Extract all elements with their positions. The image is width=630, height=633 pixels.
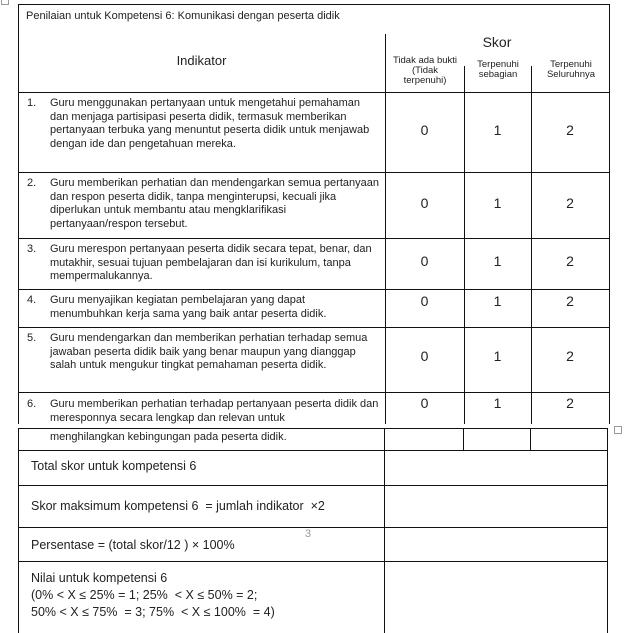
- indicator-text-continued: menghilangkan kebingungan pada peserta didik.: [50, 431, 287, 443]
- score-1: 1: [493, 293, 502, 309]
- score-2: 2: [566, 348, 574, 364]
- score-0: 0: [420, 122, 429, 138]
- summary-table: [18, 428, 608, 633]
- score-1: 1: [493, 122, 502, 138]
- score-0: 0: [420, 195, 429, 211]
- row-number: 6.: [27, 398, 37, 410]
- score-2: 2: [566, 195, 574, 211]
- table-title: Penilaian untuk Kompetensi 6: Komunikasi dengan peserta didik: [26, 10, 340, 22]
- row-number: 5.: [27, 332, 37, 344]
- table-row: [18, 173, 610, 238]
- max-score-label: Skor maksimum kompetensi 6 = jumlah indikator ×2: [31, 499, 325, 513]
- score-2: 2: [566, 293, 574, 309]
- table-move-handle[interactable]: [1, 0, 9, 5]
- indicator-text: Guru mendengarkan dan memberikan perhatian terhadap semua jawaban peserta didik baik yang benar maupun yang dianggap salah untuk mengukur tingkat pemahaman peserta didik.: [50, 332, 368, 371]
- score-1: 1: [493, 348, 502, 364]
- table-row: [18, 393, 610, 424]
- indicator-table: [18, 4, 610, 424]
- row-number: 2.: [27, 177, 37, 189]
- col-header-terpenuhi-seluruhnya: Terpenuhi Seluruhnya: [546, 59, 596, 80]
- page-number: 3: [305, 528, 312, 540]
- col-header-tidak-terpenuhi: Tidak ada bukti (Tidak terpenuhi): [392, 55, 458, 86]
- indicator-text: Guru merespon pertanyaan peserta didik secara tepat, benar, dan mutakhir, sesuai tujuan pembelajaran dan isi kurikulum, tanpa mempermalukannya.: [50, 243, 372, 282]
- score-1: 1: [493, 195, 502, 211]
- indicator-text: Guru menyajikan kegiatan pembelajaran yang dapat menumbuhkan kerja sama yang baik antar peserta didik.: [50, 294, 327, 320]
- score-2: 2: [566, 395, 574, 411]
- score-0: 0: [420, 293, 429, 309]
- score-2: 2: [566, 122, 574, 138]
- table-row: [18, 93, 610, 172]
- col-header-terpenuhi-sebagian: Terpenuhi sebagian: [477, 59, 519, 80]
- score-0: 0: [420, 395, 429, 411]
- table-resize-handle[interactable]: [614, 426, 622, 434]
- indicator-text: Guru memberikan perhatian dan mendengarkan semua pertanyaan dan respon peserta didik, tanpa menginterupsi, kecuali jika diperlukan untuk membantu atau mengklarifikasi pertanyaan/respon tersebut.: [50, 177, 379, 230]
- skor-header: Skor: [482, 34, 512, 50]
- table-row: [18, 328, 610, 392]
- row-number: 4.: [27, 294, 37, 306]
- grade-range-line-2: 50% < X ≤ 75% = 3; 75% < X ≤ 100% = 4): [31, 605, 275, 619]
- grade-range-line-1: (0% < X ≤ 25% = 1; 25% < X ≤ 50% = 2;: [31, 588, 258, 602]
- score-1: 1: [493, 253, 502, 269]
- table-row: [18, 290, 610, 327]
- total-score-label: Total skor untuk kompetensi 6: [31, 459, 197, 473]
- percentage-label: Persentase = (total skor/12 ) × 100%: [31, 538, 235, 552]
- indikator-header: Indikator: [176, 53, 227, 68]
- row-number: 1.: [27, 97, 37, 109]
- table-row: [18, 239, 610, 289]
- indicator-text: Guru menggunakan pertanyaan untuk mengetahui pemahaman dan menjaga partisipasi peserta didik, termasuk memberikan pertanyaan terbuka yang menuntut peserta didik untuk menjawab dengan ide dan pengetahuan mereka.: [50, 97, 370, 150]
- score-1: 1: [493, 395, 502, 411]
- row-number: 3.: [27, 243, 37, 255]
- score-2: 2: [566, 253, 574, 269]
- score-0: 0: [420, 253, 429, 269]
- indicator-text: Guru memberikan perhatian terhadap pertanyaan peserta didik dan meresponnya secara lengkap dan relevan untuk: [50, 398, 379, 424]
- grade-title: Nilai untuk kompetensi 6: [31, 571, 168, 585]
- score-0: 0: [420, 348, 429, 364]
